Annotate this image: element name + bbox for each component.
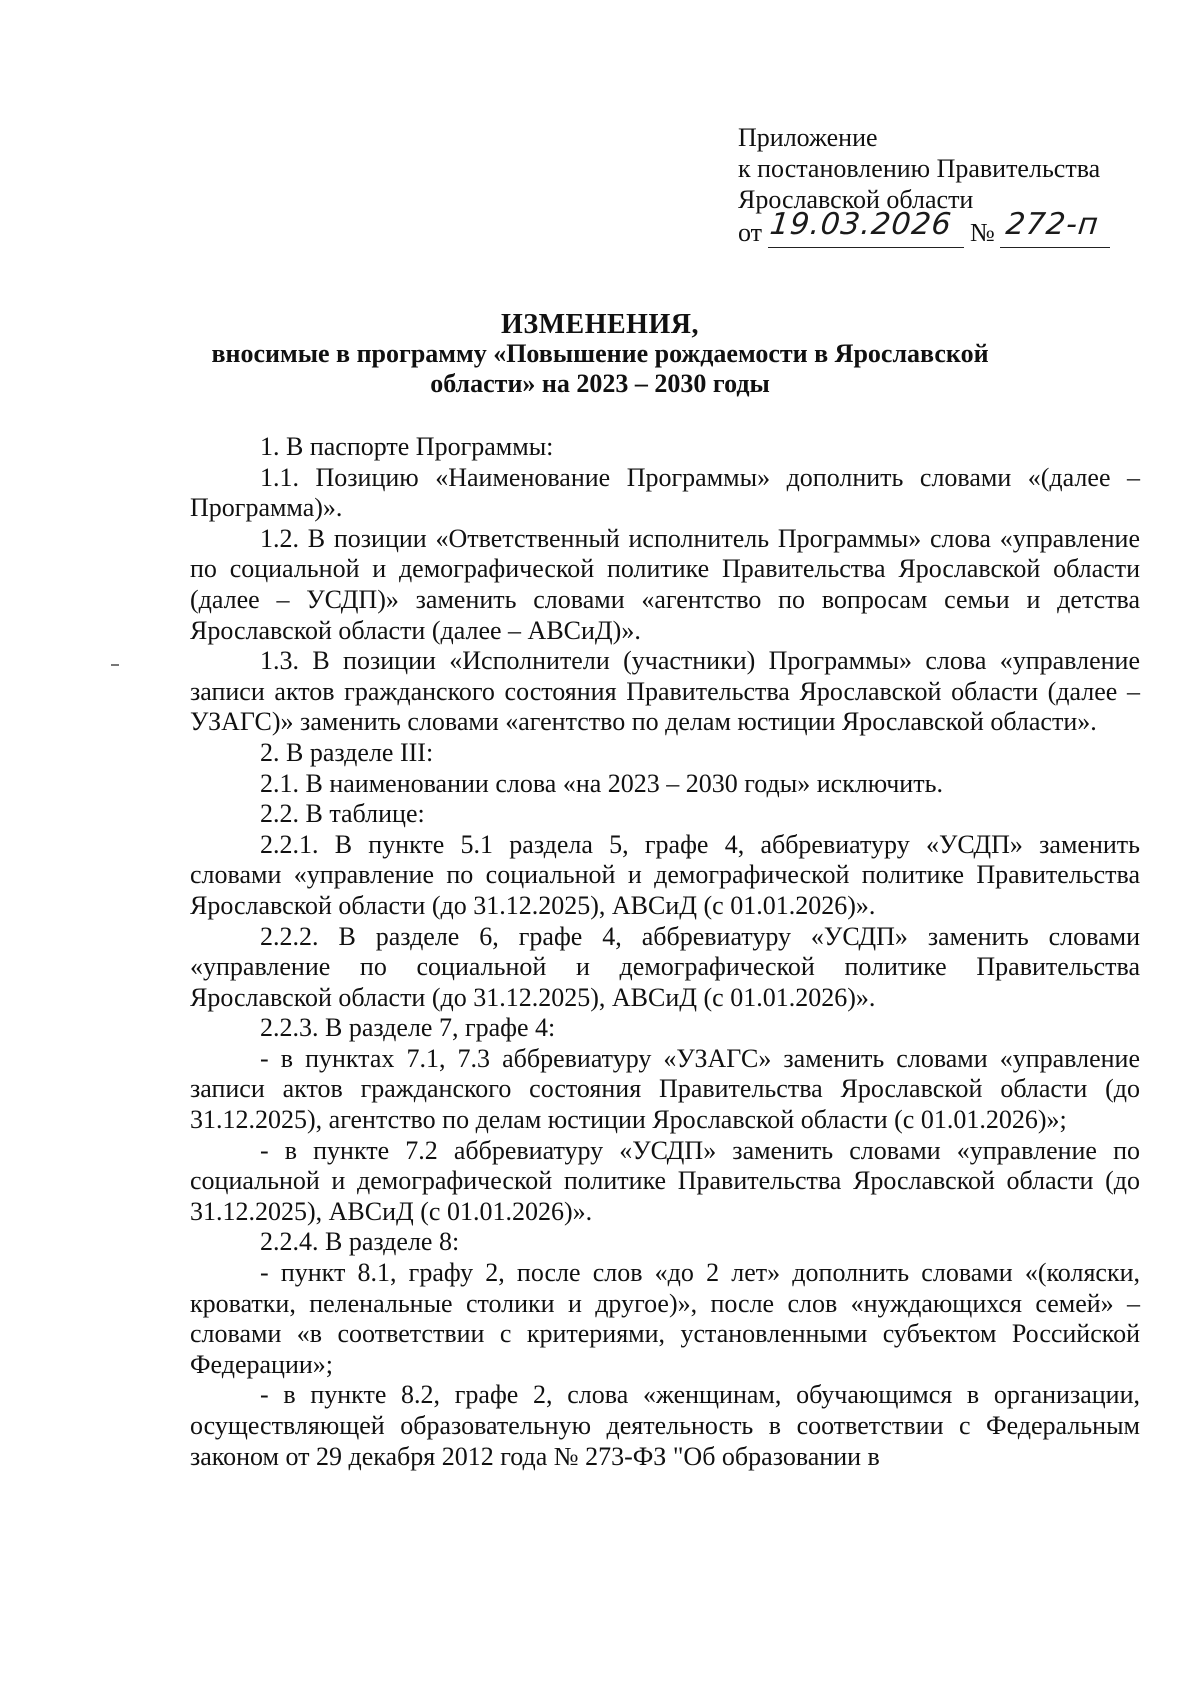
number-label: № [970, 218, 995, 247]
paragraph-1-1: 1.1. Позицию «Наименование Программы» дополнить словами «(далее – Программа)». [190, 462, 1140, 523]
handwritten-number: 272-п [1004, 207, 1101, 242]
from-label: от [738, 218, 763, 247]
paragraph-2-2-3-item-1: - в пунктах 7.1, 7.3 аббревиатуру «УЗАГС» заменить словами «управление записи актов гражданского состояния Правительства Ярославской области (до 31.12.2025), агентство по делам юстиции Ярославской области (с 01.01.2026)»; [190, 1043, 1140, 1135]
subtitle-line-1: вносимые в программу «Повышение рождаемости в Ярославской [211, 339, 989, 368]
paragraph-2-2-4-item-1: - пункт 8.1, графу 2, после слов «до 2 лет» дополнить словами «(коляски, кроватки, пеленальные столики и другое)», после слов «нуждающихся семей» – словами «в соответствии с критериями, установленными субъектом Российской Федерации»; [190, 1258, 1140, 1379]
paragraph-2-2: 2.2. В таблице: [260, 799, 425, 829]
paragraph-1-3: 1.3. В позиции «Исполнители (участники) Программы» слова «управление записи актов гражданского состояния Правительства Ярославской области (далее – УЗАГС)» заменить словами «агентство по делам юстиции Ярославской области». [190, 646, 1140, 737]
paragraph-2: 2. В разделе III: [260, 737, 434, 767]
number-underline [1000, 247, 1110, 248]
annex-line-2: к постановлению Правительства [738, 154, 1101, 183]
paragraph-2-1: 2.1. В наименовании слова «на 2023 – 2030 годы» исключить. [260, 768, 943, 798]
paragraph-2-2-4-item-2: - в пункте 8.2, графе 2, слова «женщинам, обучающимся в организации, осуществляющей образовательную деятельность в соответствии с Федеральным законом от 29 декабря 2012 года № 273-ФЗ "Об образовании в [190, 1380, 1140, 1471]
document-title: ИЗМЕНЕНИЯ, [501, 309, 699, 340]
paragraph-2-2-4: 2.2.4. В разделе 8: [260, 1227, 460, 1257]
paragraph-1: 1. В паспорте Программы: [260, 432, 554, 461]
date-underline [768, 247, 964, 248]
paragraph-2-2-3-item-2: - в пункте 7.2 аббревиатуру «УСДП» заменить словами «управление по социальной и демографической политике Правительства Ярославской области (до 31.12.2025), АВСиД (с 01.01.2026)». [190, 1135, 1140, 1226]
subtitle-line-2: области» на 2023 – 2030 годы [430, 369, 770, 398]
margin-mark [111, 664, 119, 666]
annex-line-1: Приложение [738, 123, 878, 152]
annex-date-number-row [738, 207, 1158, 251]
document-body [190, 432, 1140, 1472]
paragraph-1-2: 1.2. В позиции «Ответственный исполнитель Программы» слова «управление по социальной и демографической политике Правительства Ярославской области (далее – УСДП)» заменить словами «агентство по вопросам семьи и детства Ярославской области (далее – АВСиД)». [190, 523, 1140, 645]
annex-line-3: Ярославской области [738, 185, 974, 214]
handwritten-date: 19.03.2026 [768, 207, 954, 242]
paragraph-2-2-2: 2.2.2. В разделе 6, графе 4, аббревиатуру «УСДП» заменить словами «управление по социальной и демографической политике Правительства Ярославской области (до 31.12.2025), АВСиД (с 01.01.2026)». [190, 921, 1140, 1012]
document-subtitle [0, 339, 1200, 399]
annex-header [738, 122, 1158, 251]
paragraph-2-2-1: 2.2.1. В пункте 5.1 раздела 5, графе 4, аббревиатуру «УСДП» заменить словами «управление по социальной и демографической политике Правительства Ярославской области (до 31.12.2025), АВСиД (с 01.01.2026)». [190, 829, 1140, 920]
paragraph-2-2-3: 2.2.3. В разделе 7, графе 4: [260, 1013, 556, 1043]
